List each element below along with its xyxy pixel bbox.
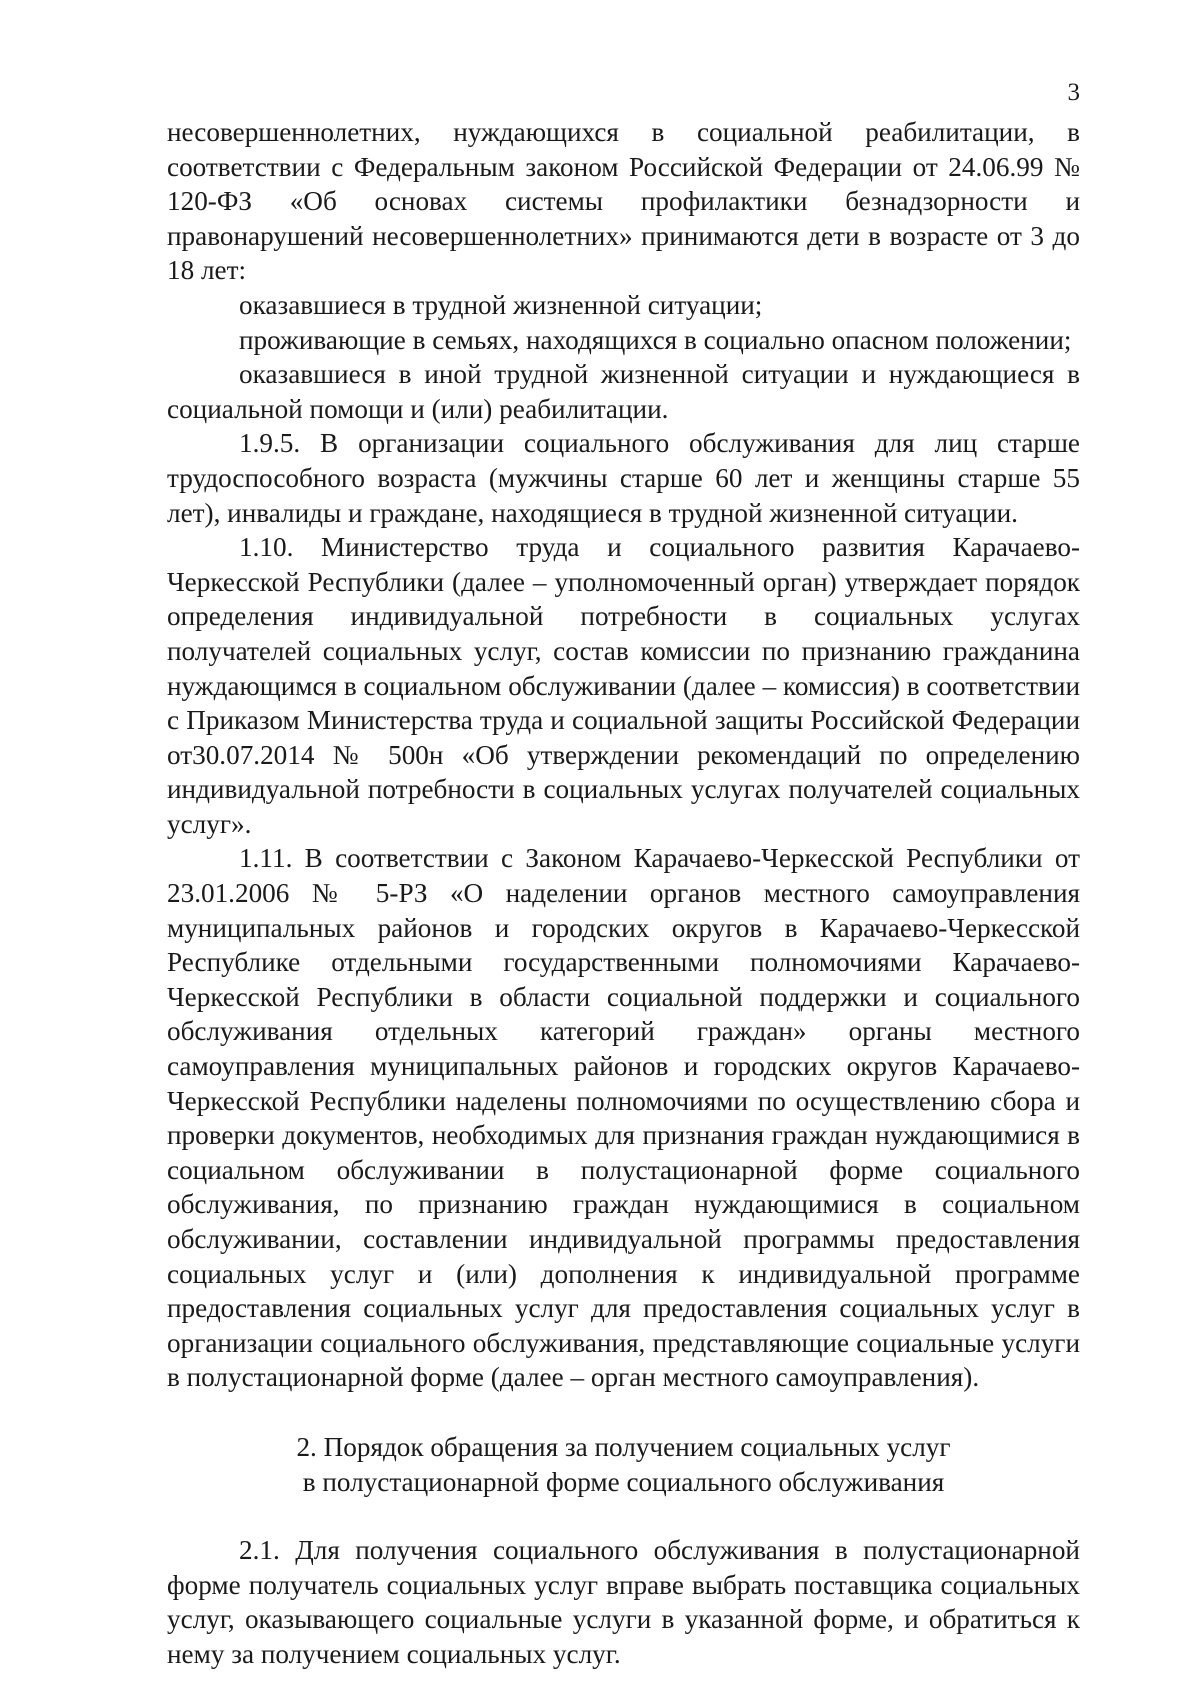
section-heading-line-2: в полустационарной форме социального обслуживания: [302, 1466, 945, 1497]
paragraph-2-1: 2.1. Для получения социального обслуживания в полустационарной форме получатель социальных услуг вправе выбрать поставщика социальных услуг, оказывающего социальные услуги в указанной форме, и обратиться к нему за получением социальных услуг.: [167, 1535, 1080, 1669]
list-item-other-situation: оказавшиеся в иной трудной жизненной ситуации и нуждающиеся в социальной помощи и (или) реабилитации.: [167, 359, 1080, 424]
paragraph-1-9-5: 1.9.5. В организации социального обслуживания для лиц старше трудоспособного возраста (мужчины старше 60 лет и женщины старше 55 лет), инвалиды и граждане, находящиеся в трудной жизненной ситуации.: [167, 428, 1080, 528]
paragraph-1-10: 1.10. Министерство труда и социального развития Карачаево-Черкесской Республики (далее – уполномоченный орган) утверждает порядок определения индивидуальной потребности в социальных услугах получателей социальных услуг, состав комиссии по признанию гражданина нуждающимся в социальном обслуживании (далее – комиссия) в соответствии с Приказом Министерства труда и социальной защиты Российской Федерации от30.07.2014 № 500н «Об утверждении рекомендаций по определению индивидуальной потребности в социальных услугах получателей социальных услуг».: [167, 532, 1080, 839]
section-heading: [167, 1430, 1080, 1499]
paragraph-continuation: несовершеннолетних, нуждающихся в социальной реабилитации, в соответствии с Федеральным законом Российской Федерации от 24.06.99 № 120-ФЗ «Об основах системы профилактики безнадзорности и правонарушений несовершеннолетних» принимаются дети в возрасте от 3 до 18 лет:: [167, 117, 1080, 286]
page-number: 3: [1067, 79, 1080, 106]
paragraph-1-11: 1.11. В соответствии с Законом Карачаево-Черкесской Республики от 23.01.2006 № 5-РЗ «О наделении органов местного самоуправления муниципальных районов и городских округов в Карачаево-Черкесской Республике отдельными государственными полномочиями Карачаево-Черкесской Республики в области социальной поддержки и социального обслуживания отдельных категорий граждан» органы местного самоуправления муниципальных районов и городских округов Карачаево-Черкесской Республики наделены полномочиями по осуществлению сбора и проверки документов, необходимых для признания граждан нуждающимися в социальном обслуживании в полустационарной форме социального обслуживания, по признанию граждан нуждающимися в социальном обслуживании, составлении индивидуальной программы предоставления социальных услуг и (или) дополнения к индивидуальной программе предоставления социальных услуг для предоставления социальных услуг в организации социального обслуживания, представляющие социальные услуги в полустационарной форме (далее – орган местного самоуправления).: [167, 843, 1080, 1393]
document-body: [167, 115, 1080, 1672]
section-heading-line-1: 2. Порядок обращения за получением социальных услуг: [296, 1431, 951, 1462]
list-item-difficult-situation: оказавшиеся в трудной жизненной ситуации;: [239, 289, 763, 320]
list-item-dangerous-families: проживающие в семьях, находящихся в социально опасном положении;: [239, 324, 1072, 355]
